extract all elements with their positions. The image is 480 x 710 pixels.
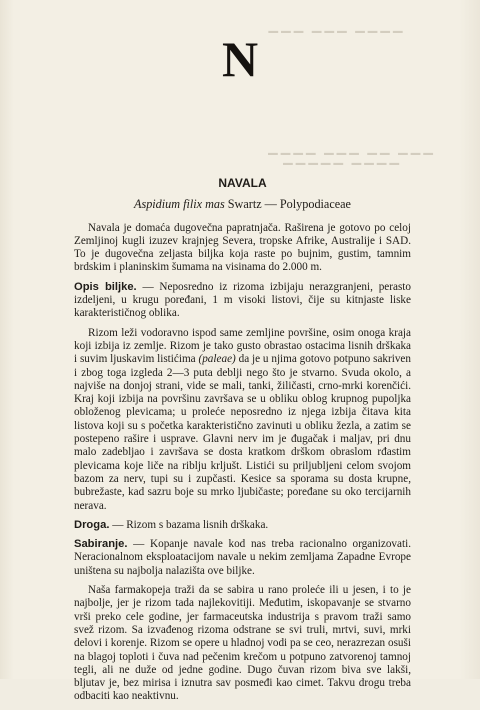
opis-text: — Neposredno iz rizoma izbijaju nerazgranjeni, perasto izdeljeni, u krugu poređani, 1 m visoki listovi, čije su kitnjaste liske karakterističnog oblika. — [74, 280, 412, 320]
intro-paragraph: Navala je domaća dugovečna papratnjača. Raširena je gotovo po celoj Zemljinoj kugli izuzev krajnjeg Severa, tropske Afrike, Australije i SAD. To je dugovečna zeljasta biljka koja raste po bujnim, gustim, tamnim brdskim i planinskim šumama na visinama do 2.000 m. — [74, 221, 411, 274]
rizom-italic: (paleae) — [198, 353, 236, 366]
latin-name: Aspidium filix mas — [134, 197, 225, 212]
article-subtitle — [74, 198, 411, 211]
sabiranje-text: — Kopanje navale kod nas treba racionalno organizovati. Neracionalnom eksploatacijom navale u nekim zemljama Zapadne Evrope uništena su najbolja nalazišta ove biljke. — [74, 538, 411, 577]
droga-label: Droga. — [74, 518, 110, 531]
author-family: Swartz — Polypodiaceae — [224, 197, 351, 212]
sabiranje-label: Sabiranje. — [74, 538, 128, 551]
article — [74, 177, 411, 710]
rizom-paragraph — [74, 327, 411, 513]
show-through-text: ▬▬▬▬▬ ▬▬▬▬ — [283, 160, 402, 167]
rizom-text-2: da je u njima gotovo potpuno sakriven i zbog toga izgleda 2—3 puta deblji nego što je stvarno. Svuda okolo, a najviše na donjoj strani, vide se mali, tanki, žiličasti, crno-mrki korenčići. Kraj koji izbija na površinu završava se u obliku oblog krupnog pupoljka obloženog plevicama; u proleće neposredno iz njega izbija čitava kita listova koji su s početka karakteristično zavinuti u obliku žezla, a zatim se postepeno rašire i uspravе. Glavni nerv im je đugačak i maljav, pri dnu malo zadebljao i završava se dosta kratkom drškom obraslom rđastim plevicama koje liče na riblju krljušt. Listići su priljubljeni celom svojom bazom za nerv, tupi su i zupčasti. Kesice sa sporama su dosta krupne, bubrežaste, kad sazru boje su mrko ljubičaste; poređane su oko tercijarnih nerava. — [74, 353, 411, 512]
rizom-text-1: Rizom leži vodoravno ispod same zemljine površine, osim onoga kraja koji izbija iz zemlje. Rizom je tako gusto obrastao ostacima lisnih drškaka i suvim ljuskavim listićima — [74, 326, 411, 366]
opis-label: Opis biljke. — [74, 280, 137, 293]
sabiranje-paragraph — [74, 538, 411, 578]
show-through-text: ▬▬▬ ▬▬▬ ▬▬▬▬ — [268, 28, 406, 35]
show-through-text: ▬▬▬▬ ▬▬▬ ▬▬ ▬▬▬ — [268, 150, 436, 157]
section-letter: N — [221, 31, 259, 87]
article-title: NAVALA — [218, 176, 267, 190]
opis-paragraph — [74, 281, 411, 321]
droga-paragraph — [74, 519, 411, 532]
farmakopeja-paragraph: Naša farmakopeja traži da se sabira u rano proleće ili u jesen, i to je najbolje, jer je rizom tada najlekovitiji. Međutim, iskopavanje se stvarno vrši preko cele godine, jer farmaceutska industrija s pravom traži samo svež rizom. Sa izvađenog rizoma odstrane se svi truli, mrtvi, suvi, mrki delovi i korenje. Rizom se opere u hladnoj vodi pa se ceo, nerazrezan osuši na blagoj toploti i čuva nad pečenim krečom u potpuno zatvorenoj tamnoj tegli, ali ne duže od jedne godine. Dugo čuvan rizom biva sve lakši, bljutav je, bez mirisa i iznutra sav posmeđi kao cimet. Takvu drogu treba odbaciti kao neaktivnu. — [74, 584, 411, 703]
droga-text: — Rizom s bazama lisnih drškaka. — [109, 518, 269, 531]
